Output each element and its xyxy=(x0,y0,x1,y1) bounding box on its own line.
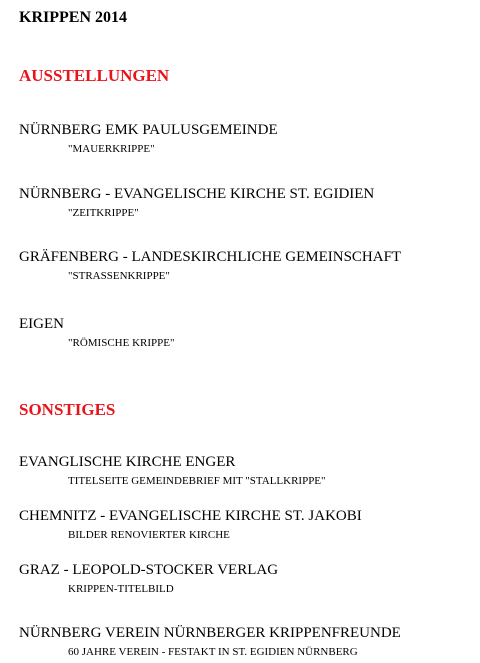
entry-title: GRÄFENBERG - LANDESKIRCHLICHE GEMEINSCHAFT xyxy=(19,249,402,265)
entry-subtitle: 60 JAHRE VEREIN - FESTAKT IN ST. EGIDIEN NÜRNBERG xyxy=(68,646,358,658)
entry-title: NÜRNBERG EMK PAULUSGEMEINDE xyxy=(19,122,278,138)
entry-subtitle: "RÖMISCHE KRIPPE" xyxy=(68,337,175,349)
entry-title: GRAZ - LEOPOLD-STOCKER VERLAG xyxy=(19,562,279,578)
entry-krippenfreunde xyxy=(19,624,474,659)
entry-enger xyxy=(19,453,474,488)
entry-title: EIGEN xyxy=(19,316,64,332)
entry-title: NÜRNBERG VEREIN NÜRNBERGER KRIPPENFREUNDE xyxy=(19,625,401,641)
entry-nuernberg-egidien xyxy=(19,185,474,220)
entry-graz xyxy=(19,561,474,596)
entry-subtitle: KRIPPEN-TITELBILD xyxy=(68,583,174,595)
entry-eigen xyxy=(19,315,474,350)
entry-subtitle: "MAUERKRIPPE" xyxy=(68,143,155,155)
entry-graefenberg xyxy=(19,248,474,283)
entry-subtitle: BILDER RENOVIERTER KIRCHE xyxy=(68,529,230,541)
entry-subtitle: TITELSEITE GEMEINDEBRIEF MIT "STALLKRIPPE" xyxy=(68,475,326,487)
entry-subtitle: "STRASSENKRIPPE" xyxy=(68,270,170,282)
entry-title: EVANGLISCHE KIRCHE ENGER xyxy=(19,454,236,470)
entry-subtitle: "ZEITKRIPPE" xyxy=(68,207,139,219)
entry-nuernberg-emk xyxy=(19,121,474,156)
page-title: KRIPPEN 2014 xyxy=(19,9,127,26)
section-heading-ausstellungen: AUSSTELLUNGEN xyxy=(19,66,170,85)
entry-title: CHEMNITZ - EVANGELISCHE KIRCHE ST. JAKOBI xyxy=(19,508,362,524)
entry-title: NÜRNBERG - EVANGELISCHE KIRCHE ST. EGIDIEN xyxy=(19,186,375,202)
entry-chemnitz xyxy=(19,507,474,542)
section-heading-sonstiges: SONSTIGES xyxy=(19,400,116,419)
